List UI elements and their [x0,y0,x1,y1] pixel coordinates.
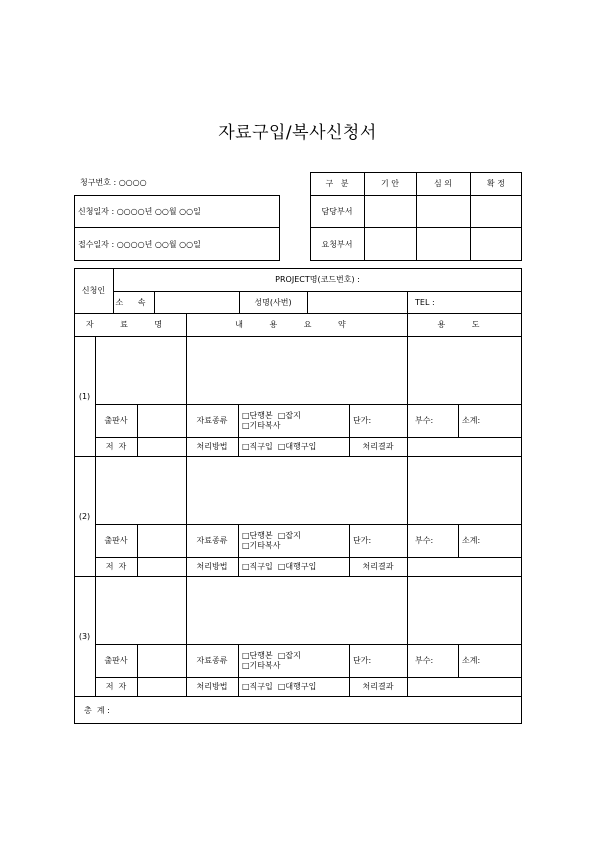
result-label: 처리결과 [362,442,394,451]
applicant-label: 신청인 [81,286,106,295]
request-number: 청구번호 : ○○○○ [80,178,147,187]
method-options[interactable]: □직구입 □대행구입 [242,682,317,691]
sign-cell[interactable] [416,195,470,227]
summary-field[interactable] [186,456,407,524]
material-name-field[interactable] [95,336,186,404]
type-option-row2[interactable]: □기타복사 [242,420,281,430]
publisher-label: 출판사 [104,536,128,545]
type-options[interactable] [238,404,349,437]
type-option-row1[interactable]: □단행본 □잡지 [242,410,301,420]
divider [137,524,138,576]
author-label: 저 자 [105,682,127,691]
publisher-label: 출판사 [104,656,128,665]
col-review: 심 의 [434,179,452,188]
col-material-name: 자 료 명 [85,320,175,329]
type-option-row2[interactable]: □기타복사 [242,660,281,670]
method-label: 처리방법 [196,682,228,691]
subtotal-label: 소계: [462,536,481,545]
row-requesting-dept: 요청부서 [321,239,353,249]
col-draft: 기 안 [381,179,399,188]
type-option-row1[interactable]: □단행본 □잡지 [242,530,301,540]
project-label: PROJECT명(코드번호) : [275,275,360,284]
copies-label: 부수: [415,656,434,665]
subtotal-label: 소계: [462,416,481,425]
sign-cell[interactable] [470,195,522,227]
divider [137,404,138,456]
type-option-row2[interactable]: □기타복사 [242,540,281,550]
col-content-summary: 내 용 요 약 [235,320,358,329]
sign-cell[interactable] [416,227,470,261]
item-number: (2) [78,511,91,521]
type-options[interactable] [238,644,349,677]
method-options[interactable]: □직구입 □대행구입 [242,562,317,571]
copies-label: 부수: [415,536,434,545]
sign-cell[interactable] [470,227,522,261]
affiliation-field[interactable] [154,291,239,313]
apply-date-text: 신청일자 : ○○○○년 ○○월 ○○일 [78,206,201,216]
tel-label: TEL : [415,297,435,307]
method-label: 처리방법 [196,442,228,451]
apply-date [74,195,280,227]
result-label: 처리결과 [362,562,394,571]
price-label: 단가: [353,536,372,545]
result-label: 처리결과 [362,682,394,691]
type-label: 자료종류 [196,416,228,425]
material-name-field[interactable] [95,456,186,524]
method-label: 처리방법 [196,562,228,571]
row-dept-in-charge: 담당부서 [321,206,353,216]
method-options[interactable]: □직구입 □대행구입 [242,442,317,451]
divider [137,644,138,696]
affiliation-label: 소 속 [115,297,152,307]
name-field[interactable] [307,291,407,313]
author-label: 저 자 [105,442,127,451]
type-label: 자료종류 [196,536,228,545]
name-label: 성명(사번) [254,297,292,307]
item-number: (1) [78,391,91,401]
col-purpose: 용 도 [437,320,492,329]
total-label: 총 계 : [84,705,110,715]
type-option-row1[interactable]: □단행본 □잡지 [242,650,301,660]
document-title: 자료구입/복사신청서 [218,123,377,143]
purpose-field[interactable] [407,336,522,404]
type-label: 자료종류 [196,656,228,665]
receive-date-text: 접수일자 : ○○○○년 ○○월 ○○일 [78,239,201,249]
item-number: (3) [78,631,91,641]
col-confirm: 확 정 [487,179,505,188]
receive-date [74,227,280,261]
sign-cell[interactable] [364,195,416,227]
purpose-field[interactable] [407,456,522,524]
material-name-field[interactable] [95,576,186,644]
copies-label: 부수: [415,416,434,425]
summary-field[interactable] [186,576,407,644]
summary-field[interactable] [186,336,407,404]
sign-cell[interactable] [364,227,416,261]
price-label: 단가: [353,416,372,425]
publisher-label: 출판사 [104,416,128,425]
gubun-label: 구 분 [325,179,349,188]
author-label: 저 자 [105,562,127,571]
subtotal-label: 소계: [462,656,481,665]
type-options[interactable] [238,524,349,557]
purpose-field[interactable] [407,576,522,644]
price-label: 단가: [353,656,372,665]
